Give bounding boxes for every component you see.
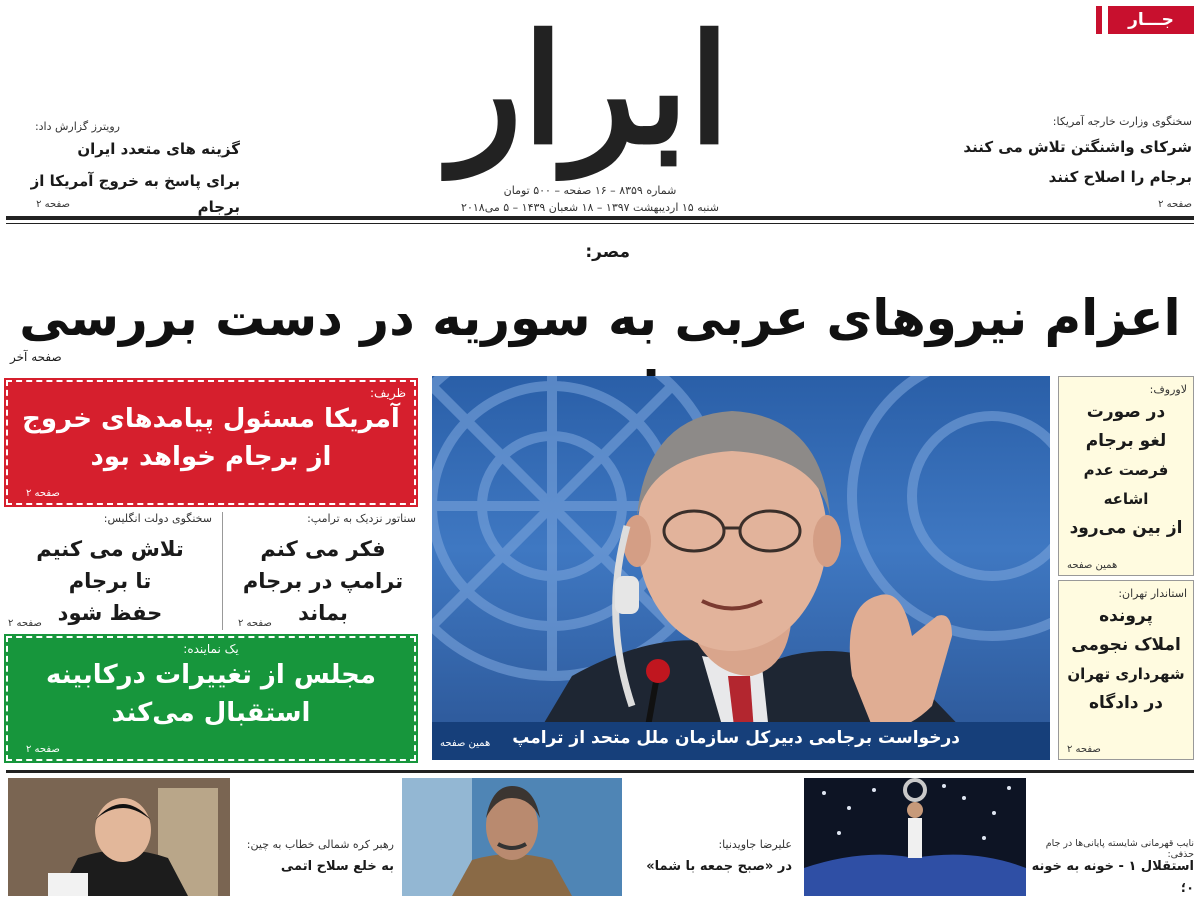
green-box-headline-2: استقبال می‌کند — [111, 698, 311, 728]
bottom-left-headline: به خلع سلاح اتمی — [280, 859, 394, 874]
mid-right-headline-1: فکر می کنم — [260, 537, 386, 561]
rbox2-kicker: استاندار تهران: — [1118, 587, 1187, 600]
kim-photo-illustration — [8, 778, 230, 896]
top-left-page: صفحه ۲ — [36, 199, 70, 210]
mid-left-headline-2: تا برجام — [68, 569, 152, 593]
red-box-headline-1: آمریکا مسئول پیامدهای خروج — [22, 404, 400, 434]
top-right-kicker: سخنگوی وزارت خارجه آمریکا: — [1052, 115, 1192, 128]
green-box-page: صفحه ۲ — [26, 744, 60, 755]
issue-number: شماره ۸۳۵۹ – ۱۶ صفحه – ۵۰۰ تومان — [503, 184, 677, 197]
top-right-headline-1: شرکای واشنگتن تلاش می کنند — [963, 138, 1192, 156]
javidnia-photo — [402, 778, 622, 896]
issue-date: شنبه ۱۵ اردیبهشت ۱۳۹۷ – ۱۸ شعبان ۱۴۳۹ – ۵ می۲۰۱۸ — [461, 201, 719, 214]
lead-photo — [432, 376, 1050, 760]
main-headline: اعزام نیروهای عربی به سوریه در دست بررسی — [19, 289, 1181, 347]
rbox1-headline-3: فرصت عدم اشاعه — [1083, 461, 1169, 508]
esteghlal-photo-illustration — [804, 778, 1026, 896]
esteghlal-photo — [804, 778, 1026, 896]
kim-photo — [8, 778, 230, 896]
mid-left-headline-1: تلاش می کنیم — [36, 537, 184, 561]
photo-caption-page: همین صفحه — [440, 738, 491, 749]
masthead-rule-thin — [6, 223, 1194, 224]
masthead-rule — [6, 216, 1194, 220]
rbox2-headline-2: املاک نجومی — [1071, 635, 1181, 655]
right-box-tehran — [1058, 580, 1194, 760]
top-right-headline-2: برجام را اصلاح کنند — [1048, 168, 1192, 186]
red-feature-box — [6, 380, 416, 505]
bottom-left-kicker: رهبر کره شمالی خطاب به چین: — [246, 838, 394, 851]
javidnia-photo-illustration — [402, 778, 622, 896]
right-box-lavrov — [1058, 376, 1194, 576]
bottom-right-headline: استقلال ۱ - خونه به خونه ۰؛ — [1031, 859, 1194, 896]
rbox1-headline-2: لغو برجام — [1085, 431, 1167, 451]
top-left-headline-2: برای پاسخ به خروج آمریکا از برجام — [30, 172, 240, 216]
rbox2-page: صفحه ۲ — [1067, 744, 1101, 755]
photo-caption-bar — [432, 722, 1050, 760]
rbox2-headline-3: شهرداری تهران — [1067, 665, 1185, 683]
mid-left-page: صفحه ۲ — [8, 618, 42, 629]
mid-right-page: صفحه ۲ — [238, 618, 272, 629]
rbox1-page: همین صفحه — [1067, 560, 1118, 571]
masthead-logo: ابرار — [449, 2, 731, 178]
mid-right-kicker: سناتور نزدیک به ترامپ: — [307, 512, 416, 525]
green-feature-box — [6, 636, 416, 761]
rbox1-headline-1: در صورت — [1086, 402, 1166, 422]
bottom-middle-kicker: علیرضا جاویدنیا: — [718, 838, 792, 851]
jar-tag: جـــار — [1102, 6, 1194, 34]
lead-photo-illustration — [432, 376, 1050, 760]
rbox1-headline-4: از بین می‌رود — [1069, 518, 1183, 538]
red-box-kicker: ظریف: — [370, 386, 406, 400]
rbox2-headline-4: در دادگاه — [1088, 693, 1163, 713]
mid-left-headline-3: حفظ شود — [57, 601, 163, 625]
green-box-kicker: یک نماینده: — [183, 642, 239, 656]
bottom-rule — [6, 770, 1194, 773]
top-right-page: صفحه ۲ — [1158, 199, 1192, 210]
rbox2-headline-1: پرونده — [1099, 606, 1153, 626]
bottom-middle-headline: در «صبح جمعه با شما» — [646, 859, 792, 874]
main-page-ref: صفحه آخر — [10, 350, 62, 364]
green-box-headline-1: مجلس از تغییرات درکابینه — [45, 660, 377, 690]
bottom-right-kicker: نایب قهرمانی شایسته پایانی‌ها در جام حذفی: — [1045, 838, 1194, 860]
main-kicker: مصر: — [585, 242, 630, 262]
mid-right-headline-3: بماند — [298, 601, 348, 625]
top-left-kicker: رویترز گزارش داد: — [34, 120, 120, 133]
mid-right-headline-2: ترامپ در برجام — [242, 569, 404, 593]
photo-caption: درخواست برجامی دبیرکل سازمان ملل متحد از ترامپ — [512, 728, 960, 748]
red-box-headline-2: از برجام خواهد بود — [90, 442, 332, 472]
mid-left-kicker: سخنگوی دولت انگلیس: — [103, 512, 212, 525]
top-left-headline-1: گزینه های متعدد ایران — [77, 140, 240, 158]
red-box-page: صفحه ۲ — [26, 488, 60, 499]
rbox1-kicker: لاوروف: — [1149, 383, 1187, 396]
column-divider — [222, 512, 223, 630]
